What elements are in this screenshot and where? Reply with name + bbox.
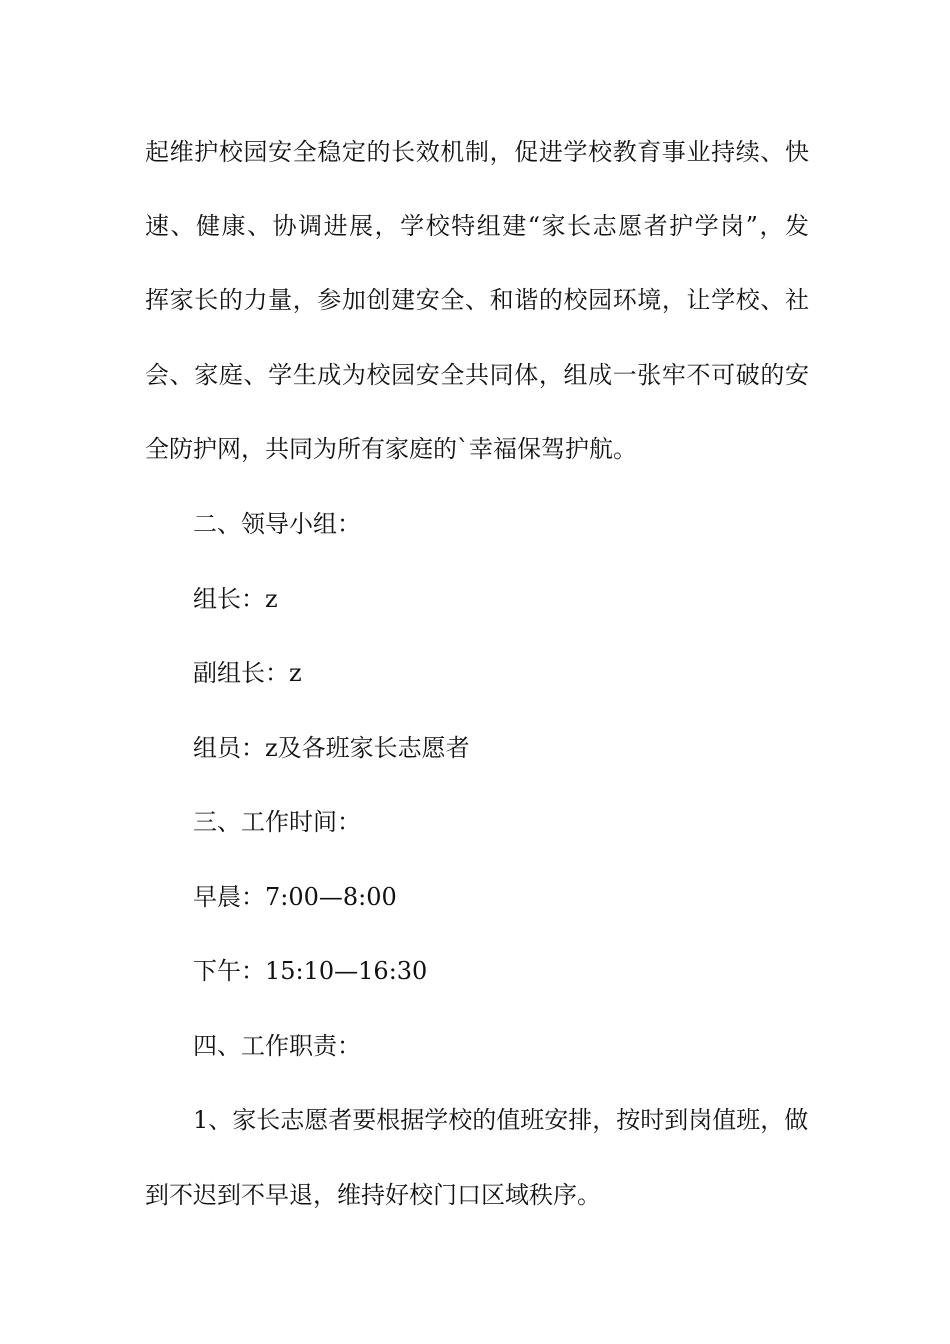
deputy-leader-line: 副组长：z: [193, 659, 302, 687]
section-heading: 三、工作时间：: [193, 808, 361, 836]
paragraph-line: 速、健康、协调进展，学校特组建“家长志愿者护学岗”，发: [145, 212, 809, 240]
section-heading: 四、工作职责：: [193, 1032, 361, 1060]
duty-line: 到不迟到不早退，维持好校门口区域秩序。: [145, 1181, 601, 1209]
paragraph-line: 起维护校园安全稳定的长效机制，促进学校教育事业持续、快: [145, 138, 809, 166]
afternoon-time-line: 下午：15:10—16:30: [193, 957, 428, 985]
morning-time-line: 早晨：7:00—8:00: [193, 883, 397, 911]
paragraph-line: 会、家庭、学生成为校园安全共同体，组成一张牢不可破的安: [145, 361, 809, 389]
section-heading: 二、领导小组：: [193, 510, 361, 538]
members-line: 组员：z及各班家长志愿者: [193, 734, 470, 762]
duty-line: 1、家长志愿者要根据学校的值班安排，按时到岗值班，做: [193, 1106, 809, 1134]
paragraph-line: 挥家长的力量，参加创建安全、和谐的校园环境，让学校、社: [145, 286, 809, 314]
paragraph-line: 全防护网，共同为所有家庭的`幸福保驾护航。: [145, 435, 637, 463]
leader-line: 组长：z: [193, 585, 278, 613]
